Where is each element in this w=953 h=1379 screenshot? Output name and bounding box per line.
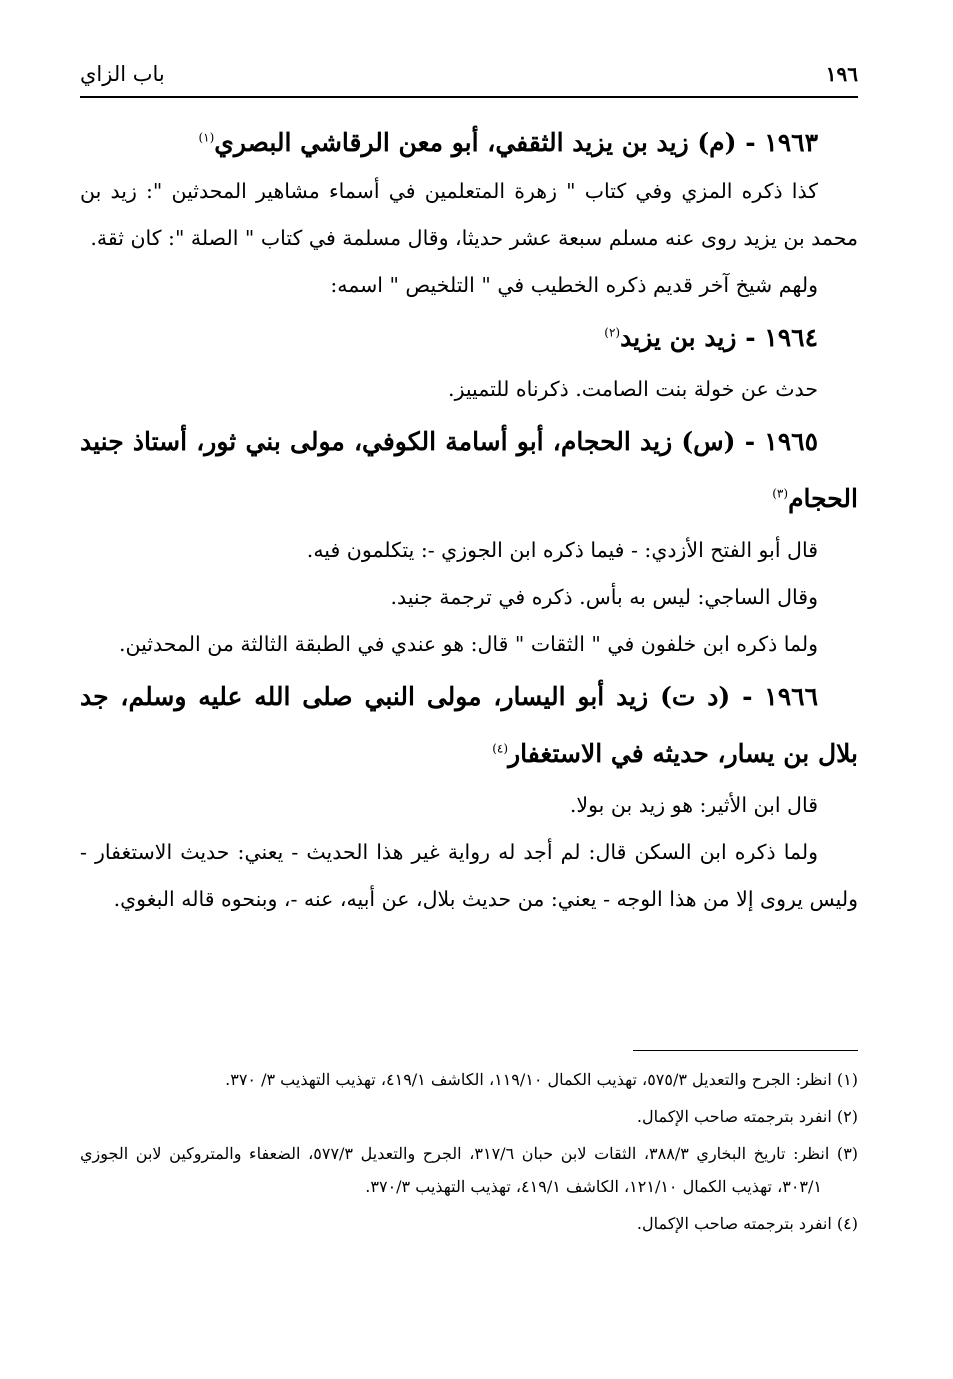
- entry-paragraph: حدث عن خولة بنت الصامت. ذكرناه للتمييز.: [448, 377, 818, 401]
- footnote-3: (٣) انظر: تاريخ البخاري ٣٨٨/٣، الثقات لابن حبان ٣١٧/٦، الجرح والتعديل ٥٧٧/٣، الضعفاء والمتروكين لابن الجوزي ٣٠٣/١، تهذيب الكمال ١٢١/١٠، الكاشف ٤١٩/١، تهذيب التهذيب ٣٧٠/٣.: [80, 1144, 859, 1196]
- footnote-mark: (٢): [604, 325, 621, 340]
- main-text: [80, 118, 858, 923]
- entry-title-1966: ١٩٦٦ - (د ت) زيد أبو اليسار، مولى النبي صلى الله عليه وسلم، جد بلال بن يسار، حديثه في الاستغفار$^{(٤)}$: [80, 682, 858, 768]
- footnote-1: (١) انظر: الجرح والتعديل ٥٧٥/٣، تهذيب الكمال ١١٩/١٠، الكاشف ٤١٩/١، تهذيب التهذيب ٣/ ٣٧٠.: [225, 1070, 858, 1089]
- entry-paragraph: قال أبو الفتح الأزدي: - فيما ذكره ابن الجوزي -: يتكلمون فيه.: [306, 538, 818, 562]
- entry-paragraph: كذا ذكره المزي وفي كتاب " زهرة المتعلمين في أسماء مشاهير المحدثين ": زيد بن محمد بن يزيد روى عنه مسلم سبعة عشر حديثا، وقال مسلمة في كتاب " الصلة ": كان ثقة.: [80, 179, 858, 250]
- entry-paragraph: قال ابن الأثير: هو زيد بن بولا.: [569, 793, 818, 817]
- footnote-2: (٢) انفرد بترجمته صاحب الإكمال.: [636, 1107, 858, 1126]
- footnote-mark: (٣): [772, 486, 789, 501]
- entry-title-1964: ١٩٦٤ - زيد بن يزيد$^{(٢)}$: [604, 323, 818, 352]
- page-header: [80, 56, 858, 98]
- entry-paragraph: ولما ذكره ابن خلفون في " الثقات " قال: هو عندي في الطبقة الثالثة من المحدثين.: [118, 632, 818, 656]
- footnote-mark: (١): [198, 130, 215, 145]
- footnotes: [80, 1063, 858, 1244]
- chapter-title: باب الزاي: [80, 62, 165, 86]
- page-number: ١٩٦: [825, 62, 858, 86]
- entry-paragraph: ولهم شيخ آخر قديم ذكره الخطيب في " التلخيص " اسمه:: [330, 273, 818, 297]
- entry-paragraph: ولما ذكره ابن السكن قال: لم أجد له رواية غير هذا الحديث - يعني: حديث الاستغفار - وليس يروى إلا من هذا الوجه - يعني: من حديث بلال، عن أبيه، عنه -، وبنحوه قاله البغوي.: [80, 840, 858, 911]
- footnote-mark: (٤): [492, 741, 509, 756]
- entry-title-1965: ١٩٦٥ - (س) زيد الحجام، أبو أسامة الكوفي، مولى بني ثور، أستاذ جنيد الحجام$^{(٣)}$: [80, 427, 858, 513]
- footnote-divider: [633, 1050, 858, 1051]
- entry-title-1963: ١٩٦٣ - (م) زيد بن يزيد الثقفي، أبو معن الرقاشي البصري$^{(١)}$: [198, 128, 818, 157]
- entry-paragraph: وقال الساجي: ليس به بأس. ذكره في ترجمة جنيد.: [390, 585, 818, 609]
- footnote-4: (٤) انفرد بترجمته صاحب الإكمال.: [636, 1214, 858, 1233]
